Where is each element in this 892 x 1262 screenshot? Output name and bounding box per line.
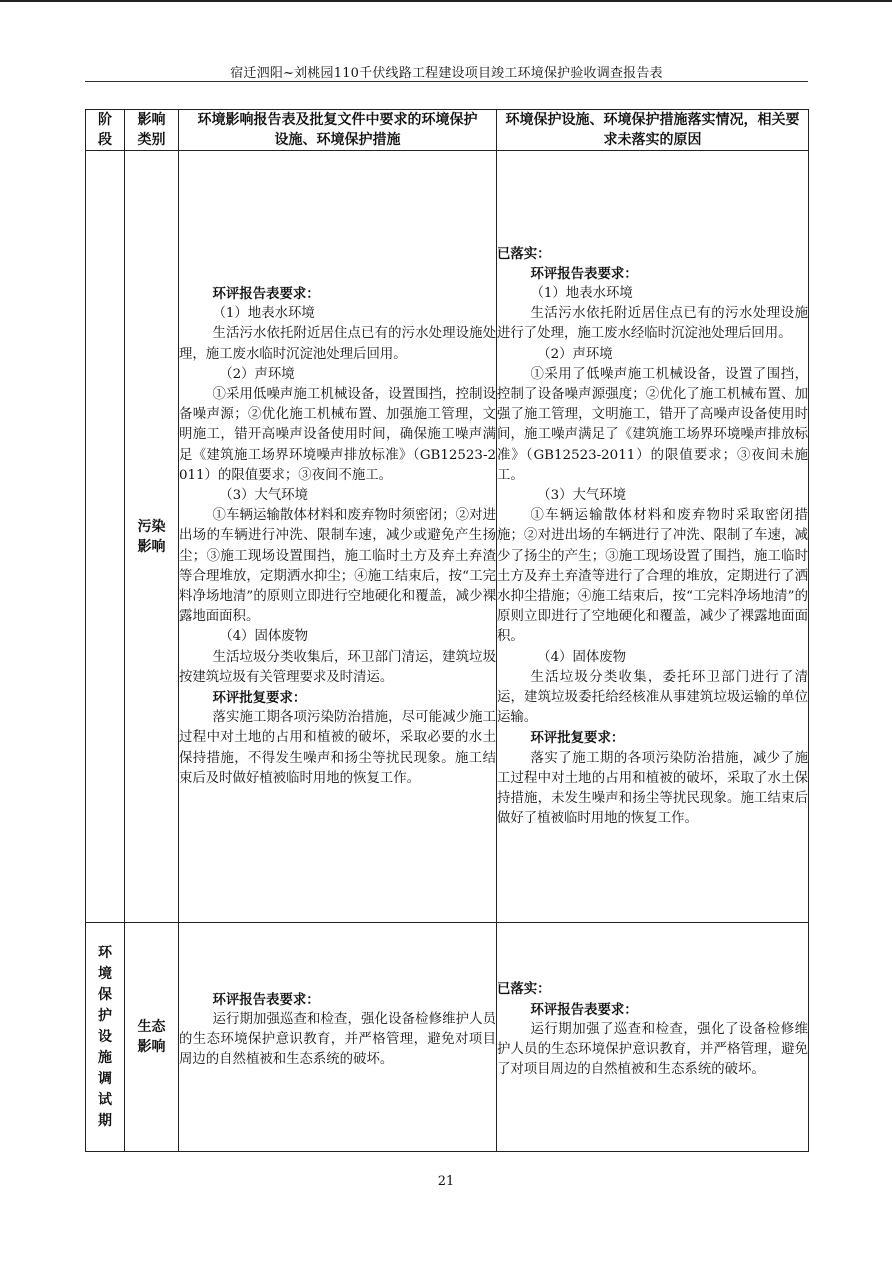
section-text: 运行期加强巡查和检查，强化设备检修维护人员的生态环境保护意识教育，并严格管理，避免对项目周边的自然植被和生态系统的破坏。 xyxy=(179,1011,496,1068)
impact-type-cell: 生态影响 xyxy=(125,923,179,1152)
measures-table xyxy=(85,109,809,1152)
status-label: 已落实： xyxy=(497,981,551,998)
table-row xyxy=(86,151,809,923)
running-header: 宿迁泗阳~刘桃园110千伏线路工程建设项目竣工环境保护验收调查报告表 xyxy=(230,66,663,81)
top-border xyxy=(0,0,892,2)
eia-requirements-title: 环评报告表要求： xyxy=(212,285,320,302)
eia-requirements-title: 环评报告表要求： xyxy=(212,991,320,1008)
approval-text: 落实施工期各项污染防治措施，尽可能减少施工过程中对土地的占用和植被的破坏，采取必要的水土保持措施，不得发生噪声和扬尘等扰民现象。施工结束后及时做好植被临时用地的恢复工作。 xyxy=(179,710,496,786)
table-row xyxy=(86,923,809,1152)
header-divider xyxy=(85,81,808,82)
header-requirements: 环境影响报告表及批复文件中要求的环境保护设施、环境保护措施 xyxy=(179,110,497,151)
section-heading: （2）声环境 xyxy=(537,346,613,362)
implementation-cell xyxy=(497,923,809,1152)
section-text: ①采用了低噪声施工机械设备，设置了围挡，控制了设备噪声源强度；②优化了施工机械布置、加强了施工管理，文明施工，错开了高噪声设备使用时间，施工噪声满足了《建筑施工场界环境噪声排放标准》（GB12523-2011）的限值要求；③夜间未施工。 xyxy=(497,366,808,483)
status-label: 已落实： xyxy=(497,245,551,262)
section-heading: （1）地表水环境 xyxy=(212,306,315,322)
eia-requirements-title: 环评报告表要求： xyxy=(530,1001,638,1018)
section-text: 运行期加强了巡查和检查，强化了设备检修维护人员的生态环境保护意识教育，并严格管理，避免了对项目周边的自然植被和生态系统的破坏。 xyxy=(497,1021,808,1078)
section-text: 生活垃圾分类收集后，环卫部门清运，建筑垃圾按建筑垃圾有关管理要求及时清运。 xyxy=(179,649,496,685)
stage-cell: 环境保护设施调试期 xyxy=(86,923,125,1152)
approval-requirements-title: 环评批复要求： xyxy=(530,730,625,747)
section-heading: （1）地表水环境 xyxy=(530,285,633,301)
section-heading: （4）固体废物 xyxy=(219,629,309,645)
section-text: 生活污水依托附近居住点已有的污水处理设施处理，施工废水临时沉淀池处理后回用。 xyxy=(179,326,496,362)
section-text: ①采用低噪声施工机械设备，设置围挡，控制设备噪声源；②优化施工机械布置、加强施工管理，文明施工，错开高噪声设备使用时间，确保施工噪声满足《建筑施工场界环境噪声排放标准》（GB12523-2011）的限值要求；③夜间不施工。 xyxy=(179,386,496,483)
eia-requirements-title: 环评报告表要求： xyxy=(530,265,638,282)
approval-requirements-title: 环评批复要求： xyxy=(212,690,307,707)
impact-type-cell: 污染影响 xyxy=(125,151,179,923)
page-number: 21 xyxy=(437,1174,455,1189)
header-implementation: 环境保护设施、环境保护措施落实情况，相关要求未落实的原因 xyxy=(497,110,809,151)
section-heading: （3）大气环境 xyxy=(219,487,309,503)
requirements-cell xyxy=(179,923,497,1152)
requirements-cell xyxy=(179,151,497,923)
approval-text: 落实了施工期的各项污染防治措施，减少了施工过程中对土地的占用和植被的破坏，采取了水土保持措施，未发生噪声和扬尘等扰民现象。施工结束后做好了植被临时用地的恢复工作。 xyxy=(497,750,808,827)
stage-cell xyxy=(86,151,125,923)
header-stage: 阶段 xyxy=(86,110,125,151)
header-impact-type: 影响类别 xyxy=(125,110,179,151)
section-heading: （3）大气环境 xyxy=(537,487,627,503)
section-text: ①车辆运输散体材料和废弃物时采取密闭措施；②对进出场的车辆进行了冲洗、限制了车速，减少了扬尘的产生；③施工现场设置了围挡，施工临时土方及弃土弃渣等进行了合理的堆放，定期进行了洒水抑尘措施；④施工结束后，按“工完料净场地清”的原则立即进行了空地硬化和覆盖，减少了裸露地面面积。 xyxy=(497,508,808,645)
section-heading: （4）固体废物 xyxy=(537,649,627,665)
section-heading: （2）声环境 xyxy=(219,366,295,382)
table-header-row xyxy=(86,110,809,151)
section-text: ①车辆运输散体材料和废弃物时须密闭；②对进出场的车辆进行冲洗、限制车速，减少或避免产生扬尘；③施工现场设置围挡，施工临时土方及弃土弃渣等合理堆放，定期洒水抑尘；④施工结束后，按“工完料净场地清”的原则立即进行空地硬化和覆盖，减少裸露地面面积。 xyxy=(179,508,496,625)
section-text: 生活垃圾分类收集，委托环卫部门进行了清运，建筑垃圾委托给经核准从事建筑垃圾运输的单位运输。 xyxy=(497,669,808,726)
implementation-cell xyxy=(497,151,809,923)
section-text: 生活污水依托附近居住点已有的污水处理设施进行了处理，施工废水经临时沉淀池处理后回用。 xyxy=(497,306,808,342)
